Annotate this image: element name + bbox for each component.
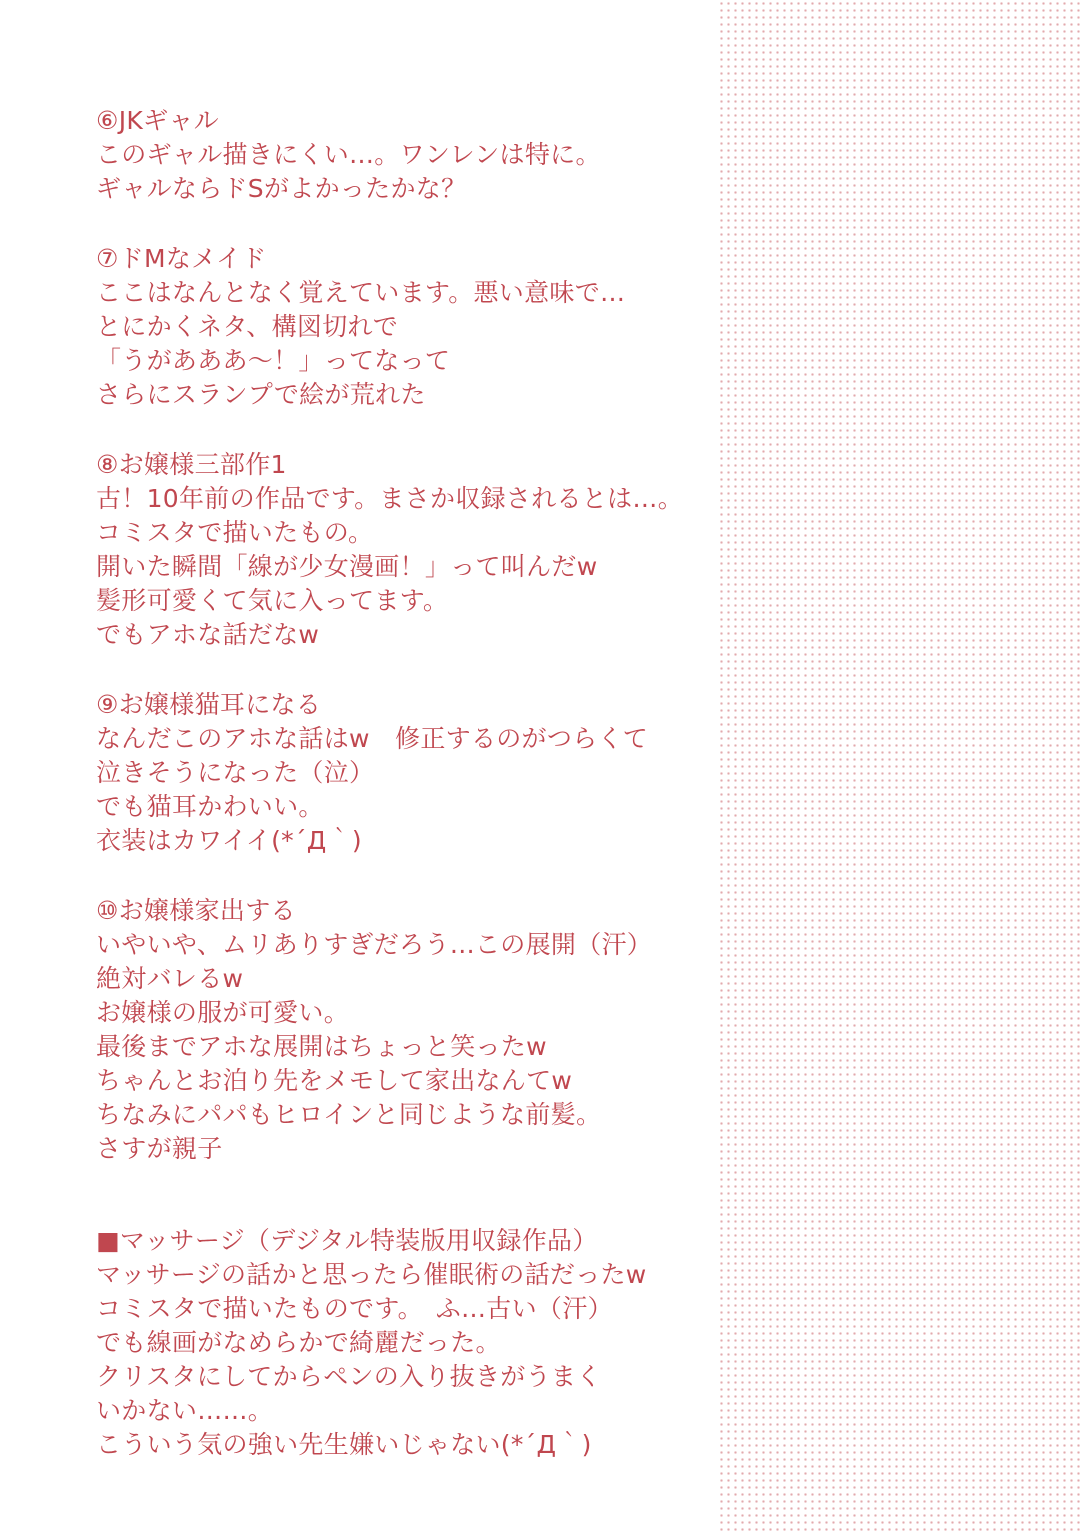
section-line: さらにスランプで絵が荒れた	[96, 380, 426, 409]
section-heading: ⑦ドMなメイド	[96, 244, 267, 273]
section-line: とにかくネタ、構図切れで	[96, 312, 399, 341]
section-line: でも線画がなめらかで綺麗だった。	[96, 1328, 501, 1357]
section-line: いかない……。	[96, 1396, 274, 1425]
section-line: いやいや、ムリありすぎだろう…この展開（汗）	[96, 930, 653, 959]
section-heading: ■マッサージ（デジタル特装版用収録作品）	[96, 1226, 598, 1255]
text-block	[96, 894, 716, 1166]
section-heading: ⑩お嬢様家出する	[96, 896, 296, 925]
section-line: 絶対バレるw	[96, 964, 244, 993]
text-block	[96, 242, 716, 412]
section-line: なんだこのアホな話はw 修正するのがつらくて	[96, 724, 649, 753]
section-line: 髪形可愛くて気に入ってます。	[96, 586, 449, 615]
section-line: 「うがあああ～！」ってなって	[96, 346, 451, 375]
afterword-text-column	[96, 104, 716, 1462]
section-line: このギャル描きにくい…。ワンレンは特に。	[96, 140, 601, 169]
section-line: 開いた瞬間「線が少女漫画！」って叫んだw	[96, 552, 598, 581]
section-line: コミスタで描いたものです。 ふ…古い（汗）	[96, 1294, 613, 1323]
section-line: お嬢様の服が可愛い。	[96, 998, 350, 1027]
text-block	[96, 104, 716, 206]
text-block	[96, 688, 716, 858]
text-block	[96, 448, 716, 652]
section-line: ちなみにパパもヒロインと同じような前髪。	[96, 1100, 602, 1129]
section-line: ちゃんとお泊り先をメモして家出なんてw	[96, 1066, 573, 1095]
section-line: でも猫耳かわいい。	[96, 792, 324, 821]
section-line: でもアホな話だなw	[96, 620, 320, 649]
text-block	[96, 1224, 716, 1462]
section-heading: ⑧お嬢様三部作1	[96, 450, 287, 479]
halftone-decoration-band	[718, 0, 1080, 1532]
section-line: クリスタにしてからペンの入り抜きがうまく	[96, 1362, 602, 1391]
section-line: ギャルならドSがよかったかな？	[96, 174, 467, 203]
section-heading: ⑥JKギャル	[96, 106, 219, 135]
section-line: マッサージの話かと思ったら催眠術の話だったw	[96, 1260, 647, 1289]
section-line: 衣装はカワイイ(*´Д｀)	[96, 826, 362, 855]
section-line: ここはなんとなく覚えています。悪い意味で…	[96, 278, 626, 307]
section-line: 最後までアホな展開はちょっと笑ったw	[96, 1032, 547, 1061]
section-line: コミスタで描いたもの。	[96, 518, 374, 547]
section-line: 古！10年前の作品です。まさか収録されるとは…。	[96, 484, 684, 513]
section-line: こういう気の強い先生嫌いじゃない(*´Д｀)	[96, 1430, 592, 1459]
section-line: さすが親子	[96, 1134, 223, 1163]
section-heading: ⑨お嬢様猫耳になる	[96, 690, 322, 719]
section-line: 泣きそうになった（泣）	[96, 758, 375, 787]
